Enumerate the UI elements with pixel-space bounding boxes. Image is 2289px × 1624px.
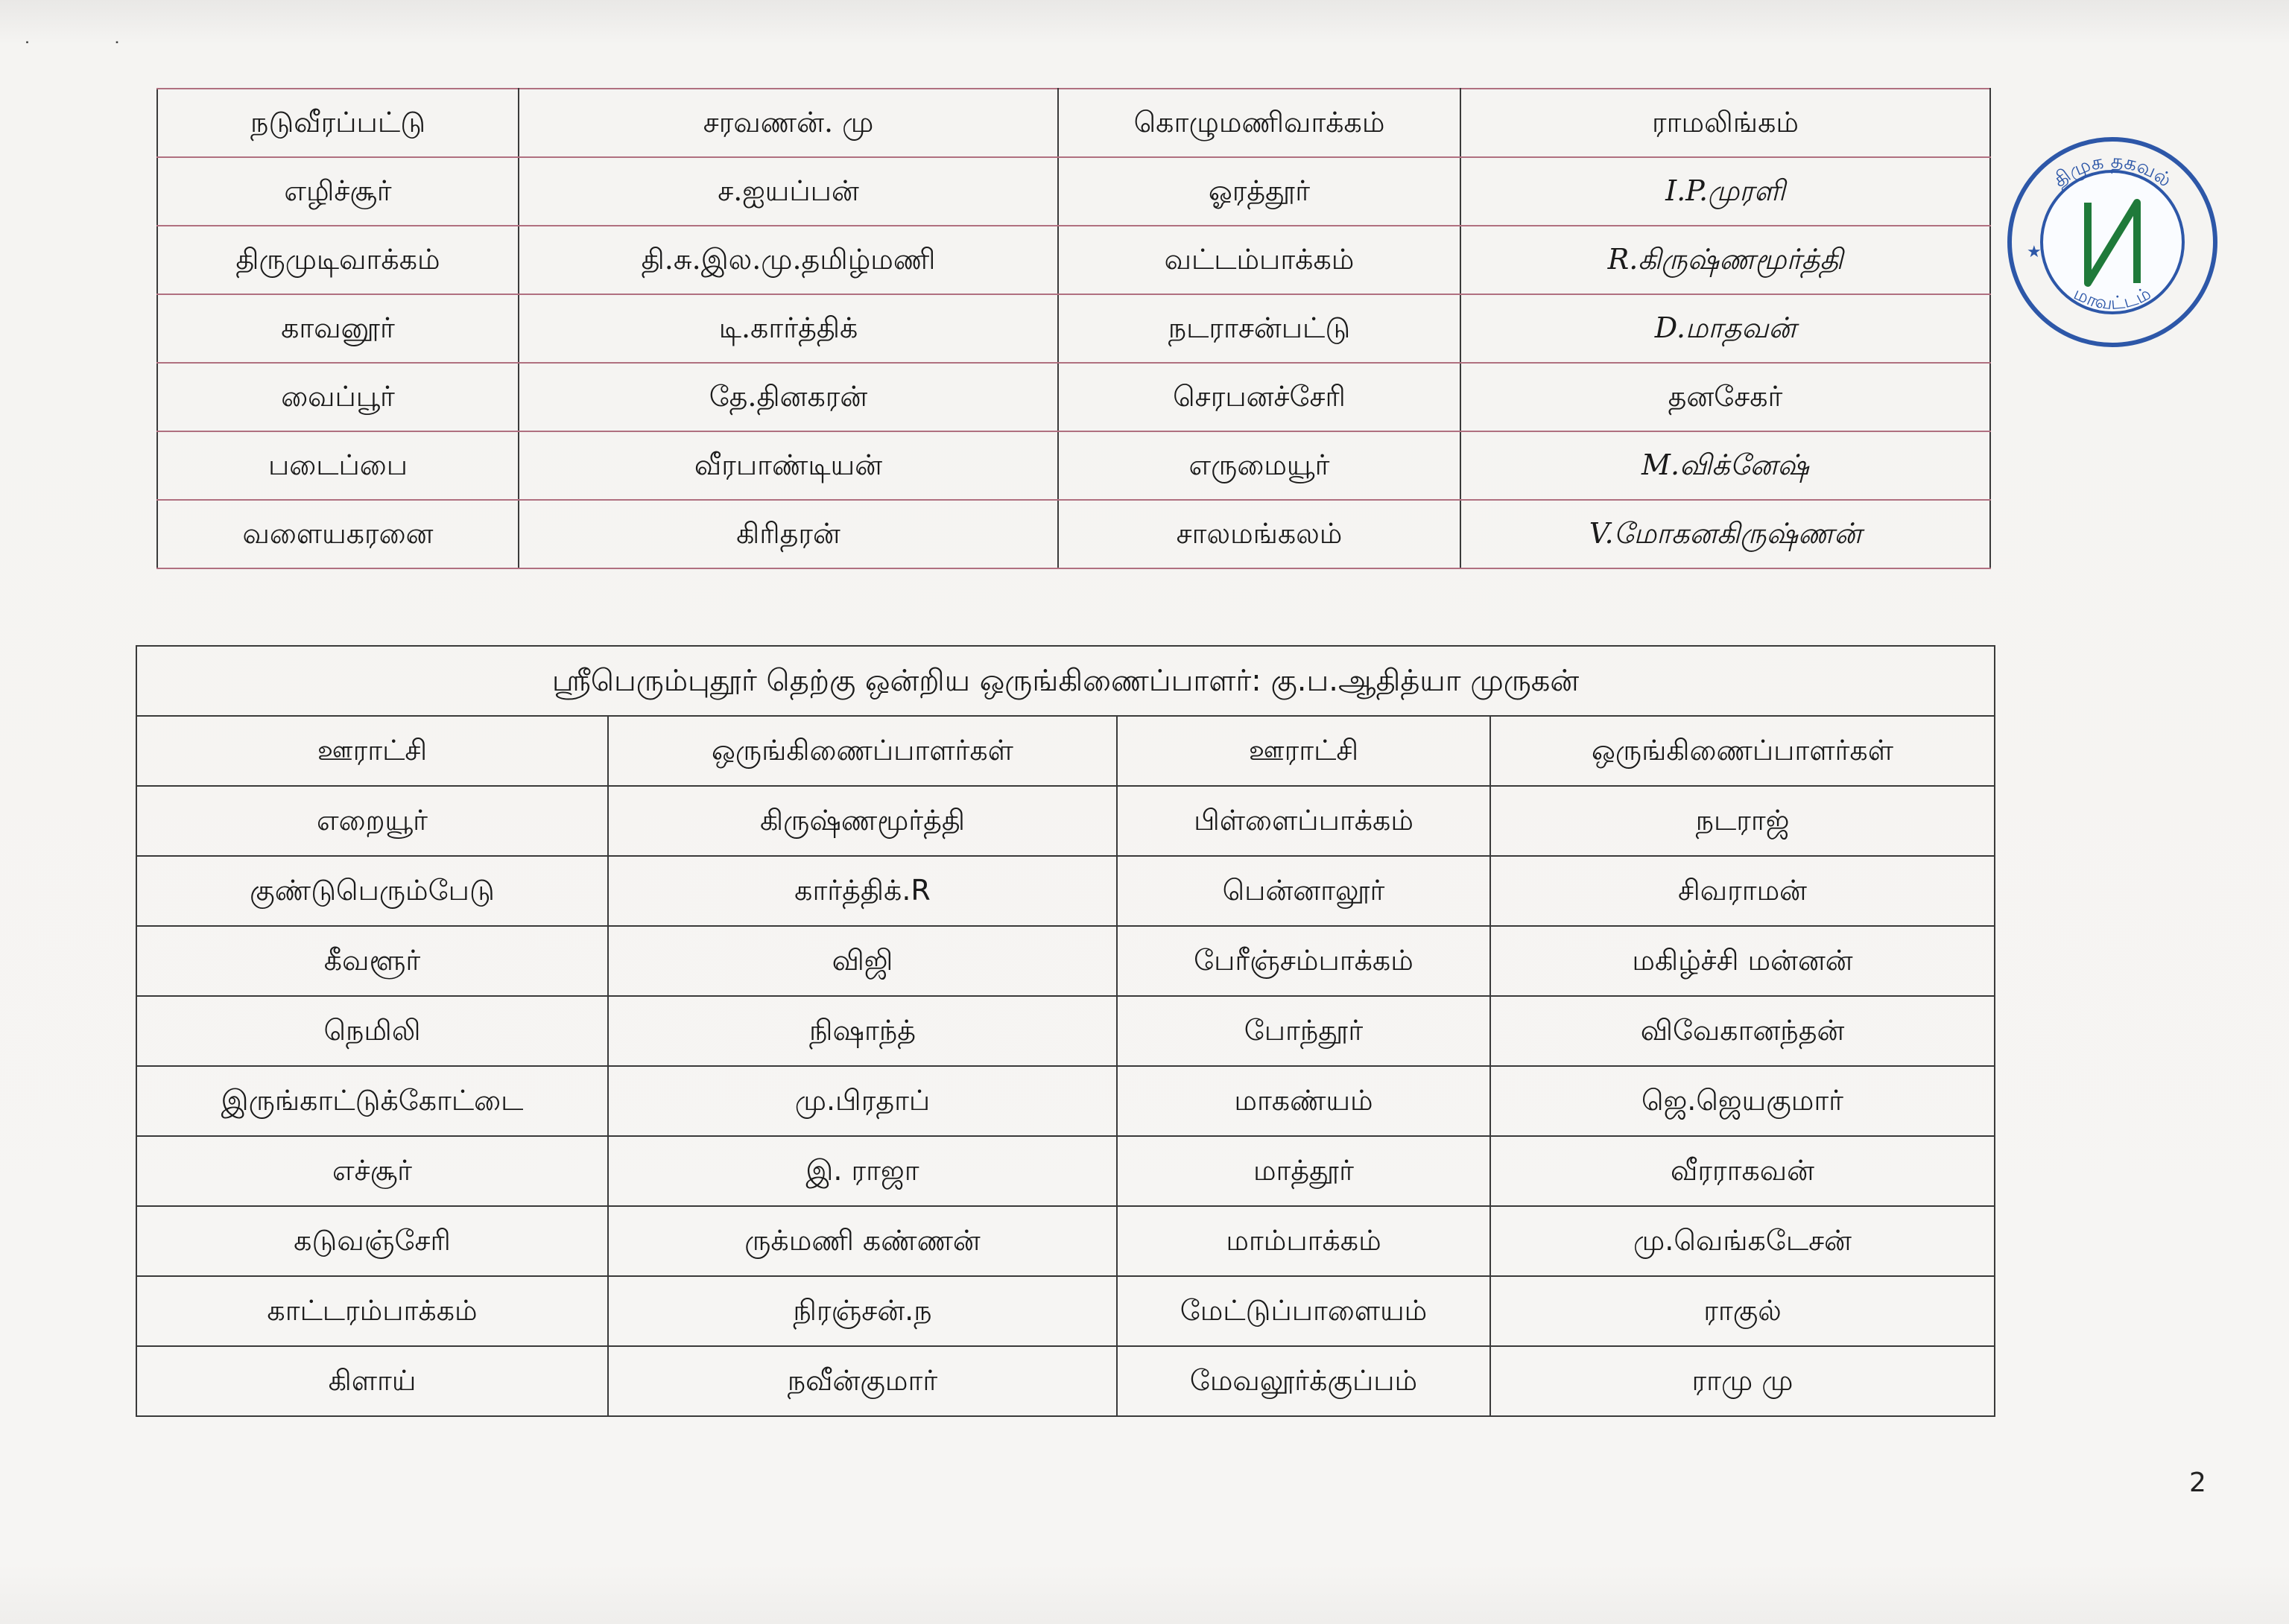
panchayat-cell: நடுவீரப்பட்டு bbox=[157, 89, 519, 157]
coordinator-cell: வீரராகவன் bbox=[1490, 1136, 1995, 1206]
table-row bbox=[157, 89, 1990, 157]
panchayat-cell: நெமிலி bbox=[136, 996, 608, 1066]
panchayat-cell: திருமுடிவாக்கம் bbox=[157, 226, 519, 294]
table-row bbox=[136, 856, 1995, 926]
coordinator-cell: மு.பிரதாப் bbox=[608, 1066, 1117, 1136]
panchayat-cell: நடராசன்பட்டு bbox=[1058, 294, 1460, 363]
coordinator-cell: வீரபாண்டியன் bbox=[519, 431, 1058, 500]
column-header: ஊராட்சி bbox=[136, 716, 608, 786]
coordinator-cell: தனசேகர் bbox=[1460, 363, 1990, 431]
table-row bbox=[136, 786, 1995, 856]
coordinator-cell: ராமு மு bbox=[1490, 1346, 1995, 1416]
table-row bbox=[157, 157, 1990, 226]
panchayat-cell: காவனூர் bbox=[157, 294, 519, 363]
coordinator-cell: நவீன்குமார் bbox=[608, 1346, 1117, 1416]
panchayat-cell: பிள்ளைப்பாக்கம் bbox=[1117, 786, 1490, 856]
panchayat-cell: எச்சூர் bbox=[136, 1136, 608, 1206]
panchayat-cell: ஓரத்தூர் bbox=[1058, 157, 1460, 226]
table-row bbox=[136, 1346, 1995, 1416]
coordinator-cell: டி.கார்த்திக் bbox=[519, 294, 1058, 363]
coordinator-cell: V.மோகனகிருஷ்ணன் bbox=[1460, 500, 1990, 568]
panchayat-cell: இருங்காட்டுக்கோட்டை bbox=[136, 1066, 608, 1136]
column-header: ஒருங்கிணைப்பாளர்கள் bbox=[608, 716, 1117, 786]
table-header-row bbox=[136, 716, 1995, 786]
panchayat-cell: மாம்பாக்கம் bbox=[1117, 1206, 1490, 1276]
panchayat-cell: சாலமங்கலம் bbox=[1058, 500, 1460, 568]
panchayat-cell: போந்தூர் bbox=[1117, 996, 1490, 1066]
coordinator-cell: மகிழ்ச்சி மன்னன் bbox=[1490, 926, 1995, 996]
table-row bbox=[136, 1066, 1995, 1136]
coordinator-cell: மு.வெங்கடேசன் bbox=[1490, 1206, 1995, 1276]
coordinator-cell: நிரஞ்சன்.ந bbox=[608, 1276, 1117, 1346]
coordinator-cell: சரவணன். மு bbox=[519, 89, 1058, 157]
coordinator-cell: ராமலிங்கம் bbox=[1460, 89, 1990, 157]
panchayat-cell: மேட்டுப்பாளையம் bbox=[1117, 1276, 1490, 1346]
coordinator-cell: ஜெ.ஜெயகுமார் bbox=[1490, 1066, 1995, 1136]
coordinator-cell: சிவராமன் bbox=[1490, 856, 1995, 926]
panchayat-cell: செரபனச்சேரி bbox=[1058, 363, 1460, 431]
column-header: ஊராட்சி bbox=[1117, 716, 1490, 786]
table-title: ஸ்ரீபெரும்புதூர் தெற்கு ஒன்றிய ஒருங்கிணைப்பாளர்: கு.ப.ஆதித்யா முருகன் bbox=[136, 646, 1995, 716]
coordinator-cell: ச.ஐயப்பன் bbox=[519, 157, 1058, 226]
coordinator-cell: M.விக்னேஷ் bbox=[1460, 431, 1990, 500]
coordinator-cell: ராகுல் bbox=[1490, 1276, 1995, 1346]
table-row bbox=[136, 996, 1995, 1066]
panchayat-cell: வைப்பூர் bbox=[157, 363, 519, 431]
coordinator-cell: கிரிதரன் bbox=[519, 500, 1058, 568]
panchayat-cell: மாகண்யம் bbox=[1117, 1066, 1490, 1136]
coordinator-cell: விவேகானந்தன் bbox=[1490, 996, 1995, 1066]
coordinator-cell: கிருஷ்ணமூர்த்தி bbox=[608, 786, 1117, 856]
panchayat-cell: கீவளூர் bbox=[136, 926, 608, 996]
panchayat-cell: பென்னாலூர் bbox=[1117, 856, 1490, 926]
coordinators-table-continued bbox=[156, 88, 1991, 569]
coordinator-cell: D.மாதவன் bbox=[1460, 294, 1990, 363]
coordinator-cell: R.கிருஷ்ணமூர்த்தி bbox=[1460, 226, 1990, 294]
coordinator-cell: தி.சு.இல.மு.தமிழ்மணி bbox=[519, 226, 1058, 294]
column-header: ஒருங்கிணைப்பாளர்கள் bbox=[1490, 716, 1995, 786]
panchayat-cell: படைப்பை bbox=[157, 431, 519, 500]
coordinator-cell: ருக்மணி கண்ணன் bbox=[608, 1206, 1117, 1276]
panchayat-cell: எழிச்சூர் bbox=[157, 157, 519, 226]
panchayat-cell: குண்டுபெரும்பேடு bbox=[136, 856, 608, 926]
table-title-row bbox=[136, 646, 1995, 716]
coordinator-cell: விஜி bbox=[608, 926, 1117, 996]
coordinator-cell: தே.தினகரன் bbox=[519, 363, 1058, 431]
table-row bbox=[136, 1276, 1995, 1346]
panchayat-cell: வளையகரனை bbox=[157, 500, 519, 568]
coordinator-cell: I.P.முரளி bbox=[1460, 157, 1990, 226]
svg-text:திமுக தகவல்: திமுக தகவல் bbox=[2049, 150, 2176, 192]
panchayat-cell: பேரீஞ்சம்பாக்கம் bbox=[1117, 926, 1490, 996]
coordinator-cell: இ. ராஜா bbox=[608, 1136, 1117, 1206]
table-row bbox=[157, 500, 1990, 568]
coordinator-cell: நடராஜ் bbox=[1490, 786, 1995, 856]
coordinator-cell: கார்த்திக்.R bbox=[608, 856, 1117, 926]
table-row bbox=[157, 226, 1990, 294]
panchayat-cell: வட்டம்பாக்கம் bbox=[1058, 226, 1460, 294]
table-row bbox=[136, 926, 1995, 996]
table-row bbox=[136, 1136, 1995, 1206]
panchayat-cell: கொழுமணிவாக்கம் bbox=[1058, 89, 1460, 157]
page-number: 2 bbox=[2189, 1468, 2206, 1498]
table-row bbox=[136, 1206, 1995, 1276]
panchayat-cell: கிளாய் bbox=[136, 1346, 608, 1416]
table-row bbox=[157, 294, 1990, 363]
table-row bbox=[157, 363, 1990, 431]
svg-text:★: ★ bbox=[2027, 243, 2042, 261]
table-row bbox=[157, 431, 1990, 500]
panchayat-cell: மாத்தூர் bbox=[1117, 1136, 1490, 1206]
organization-seal-icon bbox=[2004, 134, 2220, 350]
panchayat-cell: எருமையூர் bbox=[1058, 431, 1460, 500]
coordinator-cell: நிஷாந்த் bbox=[608, 996, 1117, 1066]
sriperumbudur-south-coordinators-table bbox=[136, 645, 1995, 1417]
panchayat-cell: மேவலூர்க்குப்பம் bbox=[1117, 1346, 1490, 1416]
svg-text:மாவட்டம்: மாவட்டம் bbox=[2070, 282, 2155, 314]
panchayat-cell: கடுவஞ்சேரி bbox=[136, 1206, 608, 1276]
panchayat-cell: எறையூர் bbox=[136, 786, 608, 856]
scan-marks: ˙ ˙ bbox=[22, 39, 122, 61]
panchayat-cell: காட்டரம்பாக்கம் bbox=[136, 1276, 608, 1346]
